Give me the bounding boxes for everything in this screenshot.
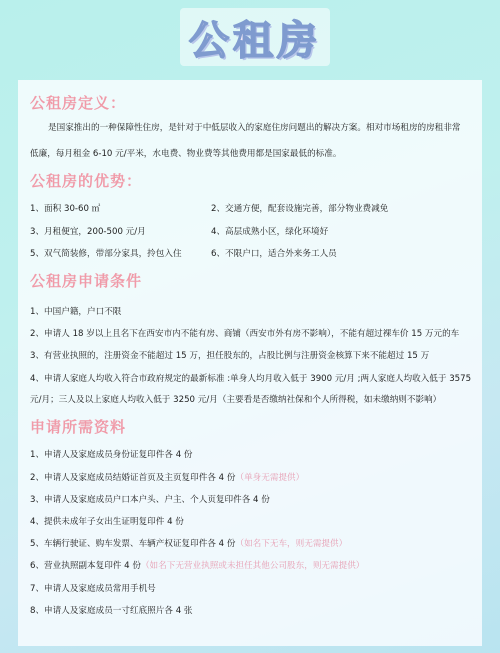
condition-item: 4、申请人家庭人均收入符合市政府规定的最新标准 :单身人均月收入低于 3900 元/月 ;两人家庭人均收入低于 3575 <box>30 374 472 384</box>
material-item <box>30 472 304 484</box>
condition-item: 2、申请人 18 岁以上且名下在西安市内不能有房、商铺（西安市外有房不影响），不能有超过裸车价 15 万元的车 <box>30 329 460 339</box>
material-note: （单身无需提供） <box>235 473 305 483</box>
material-item <box>30 516 184 528</box>
material-text: 1、申请人及家庭成员身份证复印件各 4 份 <box>30 450 193 460</box>
material-text: 3、申请人及家庭成员户口本户头、户主、个人页复印件各 4 份 <box>30 495 270 505</box>
material-text: 4、提供未成年子女出生证明复印件 4 份 <box>30 517 184 527</box>
advantages-heading: 公租房的优势： <box>30 172 143 190</box>
advantage-item: 2、交通方便，配套设施完善，部分物业费减免 <box>211 204 389 214</box>
condition-item: 1、中国户籍，户口不限 <box>30 307 122 317</box>
material-note: （如名下无营业执照或未担任其他公司股东，则无需提供） <box>140 561 365 571</box>
material-item <box>30 560 364 572</box>
advantage-item: 1、面积 30-60 ㎡ <box>30 204 101 214</box>
definition-text-line-2: 低廉，每月租金 6-10 元/平米，水电费、物业费等其他费用都是国家最低的标准。 <box>30 149 342 159</box>
advantage-item: 6、不限户口，适合外来务工人员 <box>211 249 337 259</box>
materials-heading: 申请所需资料 <box>30 418 127 436</box>
material-item <box>30 538 347 550</box>
material-text: 7、申请人及家庭成员常用手机号 <box>30 584 156 594</box>
condition-item: 元/月；三人及以上家庭人均收入低于 3250 元/月（主要看是否缴纳社保和个人所得税，如未缴纳则不影响） <box>30 395 442 405</box>
definition-heading: 公租房定义： <box>30 94 127 112</box>
material-item <box>30 494 270 506</box>
material-text: 6、营业执照副本复印件 4 份 <box>30 561 141 571</box>
material-text: 5、车辆行驶证、购车发票、车辆产权证复印件各 4 份 <box>30 539 236 549</box>
conditions-heading: 公租房申请条件 <box>30 272 143 290</box>
material-item <box>30 449 193 461</box>
material-item <box>30 583 156 595</box>
advantage-item: 3、月租便宜，200-500 元/月 <box>30 227 146 237</box>
material-text: 2、申请人及家庭成员结婚证首页及主页复印件各 4 份 <box>30 473 236 483</box>
page-title: 公租房 <box>189 17 321 64</box>
condition-item: 3、有营业执照的，注册资金不能超过 15 万，担任股东的，占股比例与注册资金核算下来不能超过 15 万 <box>30 351 430 361</box>
advantage-item: 5、双气简装修，带部分家具，拎包入住 <box>30 249 182 259</box>
definition-text-line-1: 是国家推出的一种保障性住房，是针对于中低层收入的家庭住房问题出的解决方案。相对市场租房的房租非常 <box>48 123 461 133</box>
material-text: 8、申请人及家庭成员一寸红底照片各 4 张 <box>30 606 193 616</box>
material-note: （如名下无车，则无需提供） <box>235 539 348 549</box>
advantage-item: 4、高层成熟小区，绿化环境好 <box>211 227 329 237</box>
material-item <box>30 605 193 617</box>
